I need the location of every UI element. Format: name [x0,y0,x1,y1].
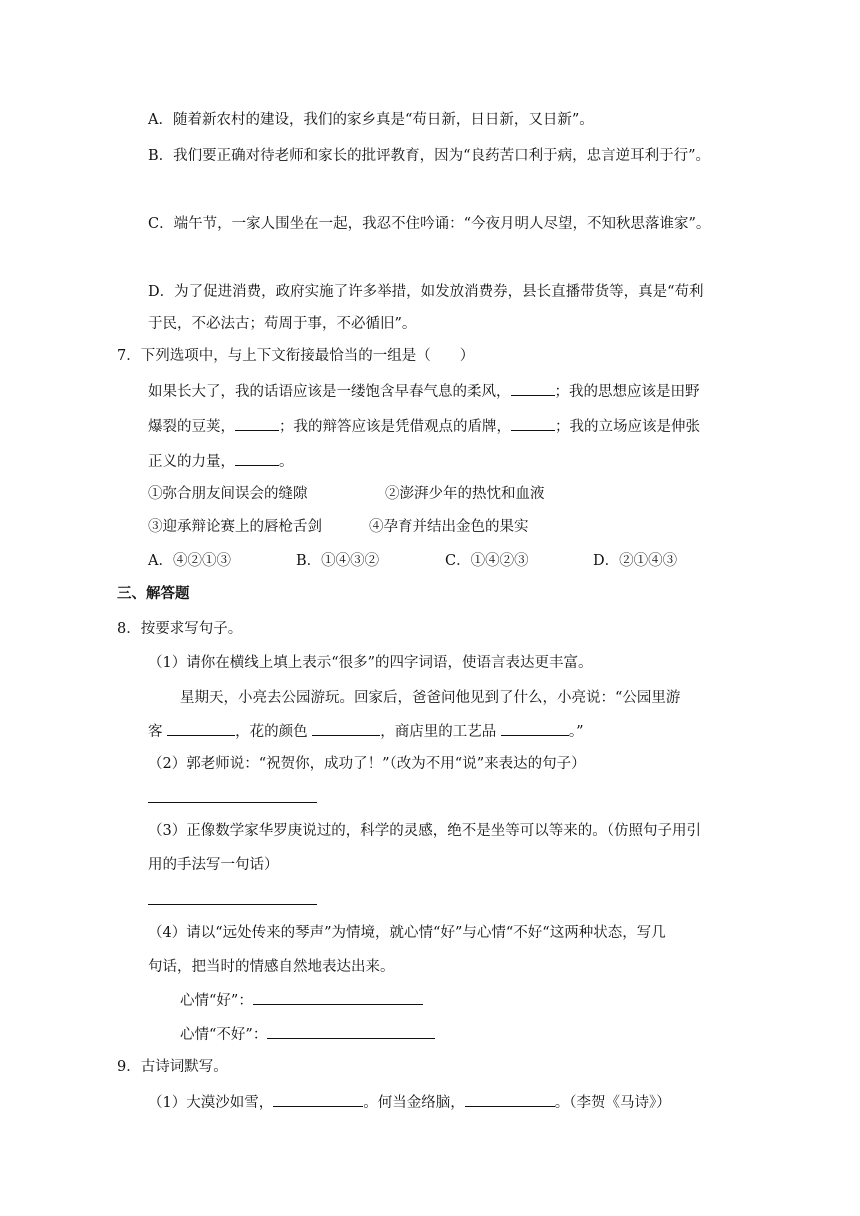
q7-passage-text: ；我的立场应该是伸张 [555,419,700,435]
q9-sub1-text: （1）大漠沙如雪， [148,1095,274,1111]
q7-option-b[interactable]: B．①④③② [296,553,380,569]
mood-bad-answer-line[interactable] [267,1024,435,1039]
q7-stem: 7．下列选项中，与上下文衔接最恰当的一组是（ ） [117,348,475,364]
q7-item-1: ①弥合朋友间误会的缝隙 [148,486,308,502]
q9-stem: 9．古诗词默写。 [117,1059,228,1075]
q9-sub1-text: 。何当金络脑， [363,1095,465,1111]
mood-good-label: 心情“好”： [180,993,253,1009]
q7-passage-line3 [148,451,294,472]
q7-passage-line1 [148,381,700,402]
q8-sub4-instruction-line2: 句话，把当时的情感自然地表达出来。 [148,959,395,975]
q9-blank-1[interactable] [273,1092,363,1107]
q7-item-4: ④孕育并结出金色的果实 [369,519,529,535]
q8-sub1-instruction: （1）请你在横线上填上表示“很多”的四字词语，使语言表达更丰富。 [148,655,593,671]
section-3-title: 三、解答题 [117,585,190,602]
q7-passage-text: 如果长大了，我的话语应该是一缕饱含早春气息的柔风， [148,384,511,400]
q8-blank-flowers[interactable] [312,721,380,736]
q6-option-a: A．随着新农村的建设，我们的家乡真是“苟日新，日日新，又日新”。 [148,112,594,128]
q9-sub1 [148,1092,671,1113]
q8-stem: 8．按要求写句子。 [117,621,243,637]
q7-option-a[interactable]: A．④②①③ [148,553,231,569]
q7-passage-text: 正义的力量， [148,454,235,470]
q8-sub3-instruction-line2: 用的手法写一句话） [148,857,279,873]
q8-sub1-text-line2 [148,721,584,742]
q7-item-3: ③迎承辩论赛上的唇枪舌剑 [148,519,322,535]
q7-blank-3[interactable] [511,416,555,431]
q7-passage-text: 。 [279,454,294,470]
q6-option-b: B．我们要正确对待老师和家长的批评教育，因为“良药苦口利于病，忠言逆耳利于行”。 [148,148,710,164]
q7-blank-2[interactable] [235,416,279,431]
q7-passage-text: ；我的辩答应该是凭借观点的盾牌， [279,419,511,435]
q7-option-d[interactable]: D．②①④③ [593,553,678,569]
q7-passage-text: ；我的思想应该是田野 [554,384,700,400]
q6-option-d-line1: D．为了促进消费，政府实施了许多举措，如发放消费券，县长直播带货等，真是“苟利 [148,284,704,300]
q8-sub2-instruction: （2）郭老师说：“祝贺你，成功了！”（改为不用“说”来表达的句子） [148,756,586,772]
q7-blank-1[interactable] [511,381,555,396]
mood-good-answer-line[interactable] [253,990,423,1005]
q8-sub2-answer-line[interactable] [148,802,317,803]
q7-item-2: ②澎湃少年的热忱和血液 [385,486,545,502]
q8-sub1-text: ，商店里的工艺品 [380,724,497,740]
q8-sub1-text: ，花的颜色 [235,724,308,740]
q8-sub1-text-line1: 星期天，小亮去公园游玩。回家后，爸爸问他见到了什么，小亮说：“公园里游 [180,690,681,706]
q9-blank-2[interactable] [465,1092,555,1107]
q7-passage-line2 [148,416,700,437]
q8-mood-bad [180,1024,435,1045]
q8-blank-crafts[interactable] [501,721,569,736]
q8-blank-visitors[interactable] [167,721,235,736]
q6-option-d-line2: 于民，不必法古；苟周于事，不必循旧”。 [148,316,417,332]
q7-option-c[interactable]: C．①④②③ [445,553,529,569]
q6-option-c: C．端午节，一家人围坐在一起，我忍不住吟诵：“今夜月明人尽望，不知秋思落谁家”。 [148,216,711,232]
q8-sub1-text: 客 [148,724,163,740]
q8-mood-good [180,990,423,1011]
mood-bad-label: 心情“不好”： [180,1027,268,1043]
q8-sub3-instruction-line1: （3）正像数学家华罗庚说过的，科学的灵感，绝不是坐等可以等来的。（仿照句子用引 [148,823,701,839]
q8-sub1-text: 。” [568,724,584,740]
q9-sub1-text: 。（李贺《马诗》） [554,1095,671,1111]
q8-sub3-answer-line[interactable] [148,904,317,905]
q7-blank-4[interactable] [235,451,279,466]
q8-sub4-instruction-line1: （4）请以“远处传来的琴声”为情境，就心情“好”与心情“不好“这两种状态，写几 [148,925,666,941]
q7-passage-text: 爆裂的豆荚， [148,419,235,435]
